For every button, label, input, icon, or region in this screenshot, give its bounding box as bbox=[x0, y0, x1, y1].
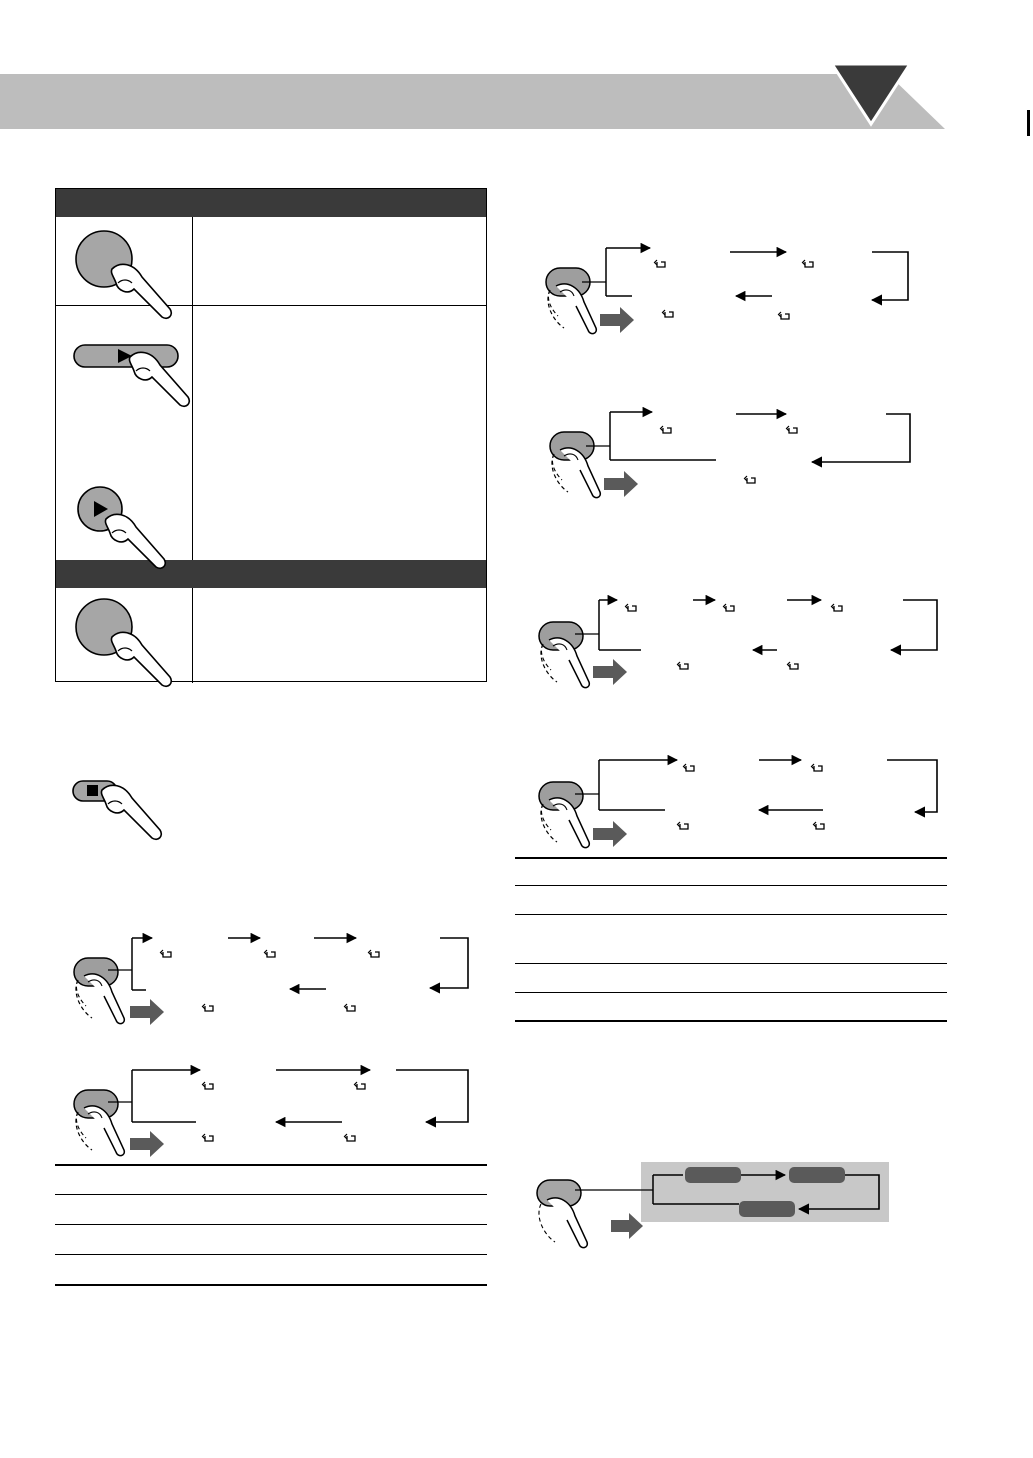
table-top-rule bbox=[515, 857, 947, 859]
table-row bbox=[55, 1194, 487, 1195]
cycle-diagram-right-4 bbox=[535, 752, 945, 852]
table-heading-bar bbox=[56, 189, 486, 217]
table-row bbox=[515, 885, 947, 886]
cycle-diagram-left-upper bbox=[70, 928, 480, 1028]
mode-cycle-diagram bbox=[535, 1160, 895, 1255]
cycle-diagram-right-3 bbox=[535, 590, 945, 690]
table-row bbox=[515, 914, 947, 915]
cycle-diagram-left-lower bbox=[70, 1062, 480, 1162]
table-row bbox=[55, 1254, 487, 1255]
play-bar-button-icon bbox=[70, 339, 190, 409]
table-row bbox=[515, 963, 947, 964]
mode-box bbox=[789, 1167, 845, 1183]
table-column-divider bbox=[192, 588, 193, 683]
round-button-icon bbox=[70, 599, 180, 679]
table-row bbox=[515, 992, 947, 993]
table-bottom-rule bbox=[55, 1284, 487, 1286]
mode-box bbox=[739, 1201, 795, 1217]
page-edge-tab bbox=[1027, 110, 1030, 136]
table-bottom-rule bbox=[515, 1020, 947, 1022]
next-page-marker-icon bbox=[830, 62, 912, 128]
table-column-divider bbox=[192, 217, 193, 560]
mode-box bbox=[685, 1167, 741, 1183]
section-header-band bbox=[0, 74, 945, 129]
table-row bbox=[55, 1224, 487, 1225]
control-table bbox=[55, 188, 487, 682]
play-round-button-icon bbox=[74, 483, 184, 559]
round-button-icon bbox=[70, 229, 180, 309]
cycle-diagram-right-2 bbox=[540, 404, 920, 504]
table-heading-bar bbox=[56, 560, 486, 588]
cycle-diagram-right-1 bbox=[540, 240, 920, 340]
stop-button-icon bbox=[72, 778, 162, 838]
table-top-rule bbox=[55, 1164, 487, 1166]
